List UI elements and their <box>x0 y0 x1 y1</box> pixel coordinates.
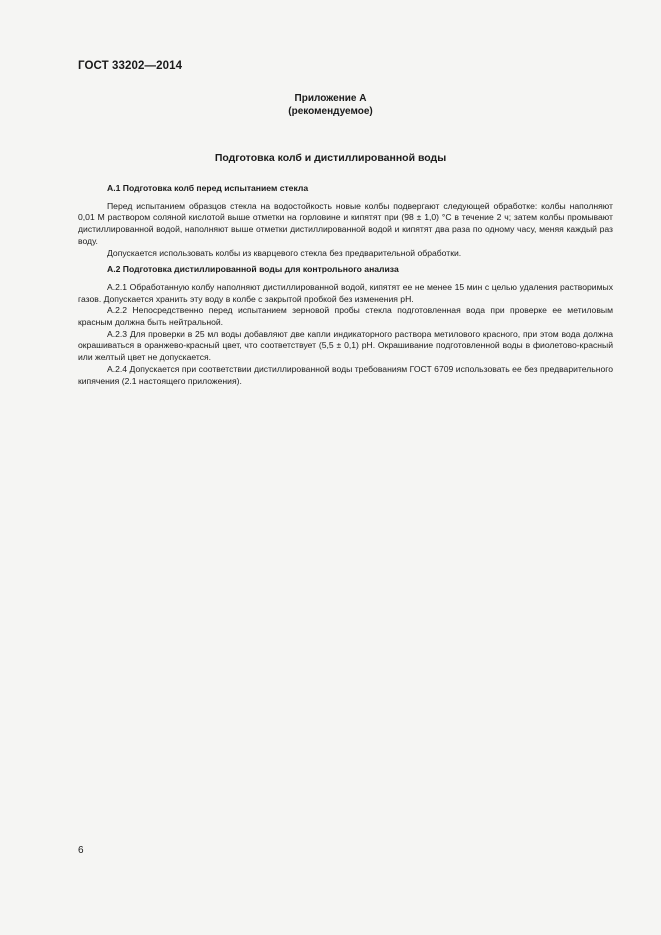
paragraph: А.2.1 Обработанную колбу наполняют дистиллированной водой, кипятят ее не менее 15 мин с целью удаления растворимых газов. Допускается хранить эту воду в колбе с закрытой пробкой без изменения pH. <box>78 281 613 304</box>
appendix-status: (рекомендуемое) <box>288 106 373 117</box>
paragraph: А.2.2 Непосредственно перед испытанием зерновой пробы стекла подготовленная вода при проверке ее метиловым красным должна быть нейтральной. <box>78 305 613 328</box>
paragraph: Перед испытанием образцов стекла на водостойкость новые колбы подвергают следующей обработке: колбы наполняют 0,01 М раствором соляной кислотой выше отметки на горловине и кипятят при (98 ± 1,0) °С в течение 2 ч; затем колбы промывают дистиллированной водой, наполняют выше отметки дистиллированной водой и кипятят два раза по одному часу, меняя каждый раз воду. <box>78 200 613 246</box>
section-heading-a2: А.2 Подготовка дистиллированной воды для контрольного анализа <box>107 264 399 275</box>
section-heading-a1: А.1 Подготовка колб перед испытанием стекла <box>107 183 309 193</box>
paragraph: А.2.3 Для проверки в 25 мл воды добавляют две капли индикаторного раствора метилового красного, при этом вода должна окрашиваться в оранжево-красный цвет, что соответствует (5,5 ± 0,1) pH. Окрашивание подготовленной воды в фиолетово-красный или желтый цвет не допускается. <box>78 328 613 363</box>
paragraph: А.2.4 Допускается при соответствии дистиллированной воды требованиям ГОСТ 6709 использовать ее без предварительного кипячения (2.1 настоящего приложения). <box>78 363 613 386</box>
standard-code: ГОСТ 33202—2014 <box>78 60 183 72</box>
document-body <box>78 183 613 387</box>
appendix-header <box>0 92 661 118</box>
page-number: 6 <box>78 845 84 856</box>
main-title: Подготовка колб и дистиллированной воды <box>214 152 447 164</box>
appendix-title: Приложение А <box>294 93 367 104</box>
paragraph: Допускается использовать колбы из кварцевого стекла без предварительной обработки. <box>107 247 462 258</box>
